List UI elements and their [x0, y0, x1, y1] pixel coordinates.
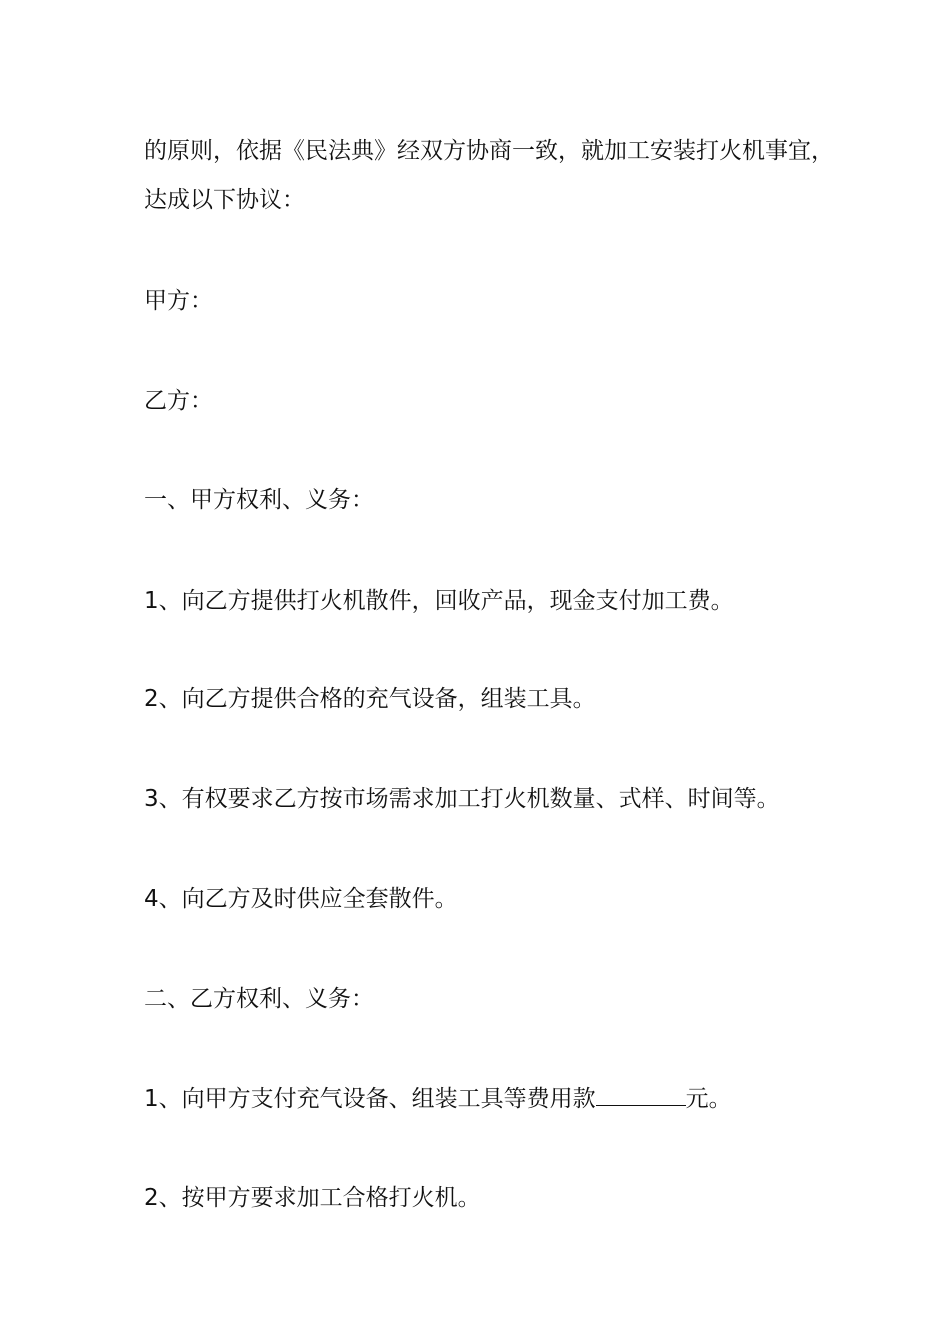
section-1-item-2: 2、向乙方提供合格的充气设备，组装工具。 [144, 686, 596, 712]
section-2-item-1-text: 1、向甲方支付充气设备、组装工具等费用款 [144, 1086, 596, 1112]
intro-line-2: 达成以下协议： [144, 187, 305, 213]
section-1-item-3: 3、有权要求乙方按市场需求加工打火机数量、式样、时间等。 [144, 786, 780, 812]
section-2-item-2: 2、按甲方要求加工合格打火机。 [144, 1185, 481, 1211]
party-b-label: 乙方： [144, 388, 213, 414]
section-1-heading: 一、甲方权利、义务： [144, 487, 374, 513]
section-2-item-1 [144, 1083, 732, 1114]
section-2-item-1-suffix: 元。 [685, 1086, 732, 1112]
section-1-item-1: 1、向乙方提供打火机散件，回收产品，现金支付加工费。 [144, 588, 734, 614]
party-a-label: 甲方： [144, 288, 213, 314]
section-1-item-4: 4、向乙方及时供应全套散件。 [144, 886, 458, 912]
amount-blank-line [596, 1083, 686, 1106]
intro-line-1: 的原则，依据《民法典》经双方协商一致，就加工安装打火机事宜， [144, 138, 834, 164]
section-2-heading: 二、乙方权利、义务： [144, 986, 374, 1012]
